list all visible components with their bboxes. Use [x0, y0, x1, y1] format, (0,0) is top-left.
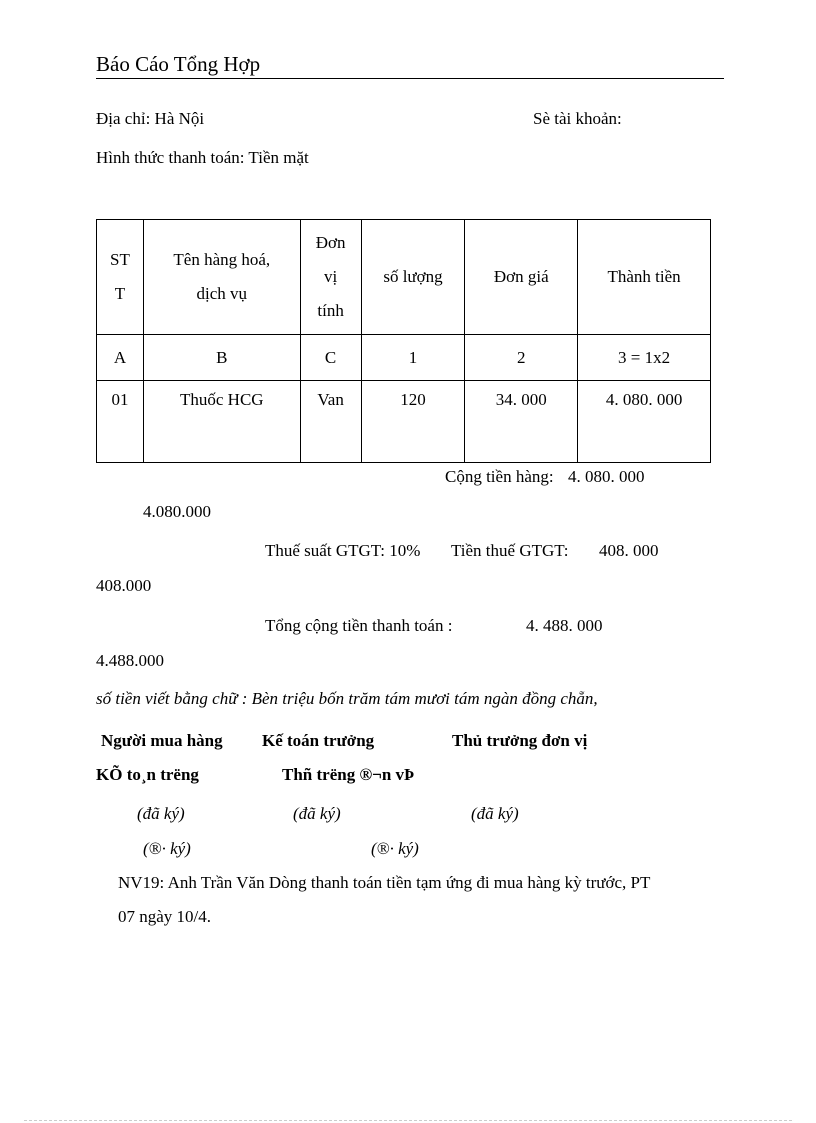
- vat-rate: Thuế suất GTGT: 10%: [265, 541, 421, 560]
- page-bottom-border: [24, 1120, 792, 1121]
- code-cell: 2: [465, 335, 578, 381]
- code-cell: A: [97, 335, 144, 381]
- amount-in-words: số tiền viết bằng chữ : Bèn triệu bốn trăm tám mươi tám ngàn đồng chẵn,: [96, 689, 598, 708]
- account-line: Sè tài khoản:: [533, 109, 622, 128]
- row-stt: 01: [97, 381, 144, 463]
- header-unit: Đơn vị tính: [300, 220, 361, 335]
- header-stt: ST T: [97, 220, 144, 335]
- header-quantity: số lượng: [361, 220, 465, 335]
- sig-garbled-accountant: KÕ to¸n trëng: [96, 765, 199, 784]
- row-unit: Van: [300, 381, 361, 463]
- payment-method: Hình thức thanh toán: Tiền mặt: [96, 148, 309, 167]
- table-header-row: [97, 220, 711, 335]
- header-rule: [96, 78, 724, 79]
- header-item-name: Tên hàng hoá, dịch vụ: [143, 220, 300, 335]
- goods-total-value: 4. 080. 000: [568, 467, 645, 486]
- row-quantity: 120: [361, 381, 465, 463]
- header-unit-price: Đơn giá: [465, 220, 578, 335]
- invoice-table: [96, 219, 711, 463]
- row-unit-price: 34. 000: [465, 381, 578, 463]
- page-title: Báo Cáo Tổng Hợp: [96, 52, 261, 76]
- signed-mark: (đã ký): [293, 804, 341, 823]
- sig-head: Thủ trưởng đơn vị: [452, 731, 588, 750]
- row-amount: 4. 080. 000: [578, 381, 711, 463]
- sig-garbled-head: Thñ trëng ®¬n vÞ: [282, 765, 415, 784]
- grand-total-label: Tổng cộng tiền thanh toán :: [265, 616, 453, 635]
- row-item-name: Thuốc HCG: [143, 381, 300, 463]
- table-code-row: [97, 335, 711, 381]
- sig-accountant: Kế toán trưởng: [262, 731, 375, 750]
- note-line-1: NV19: Anh Trần Văn Dòng thanh toán tiền tạm ứng đi mua hàng kỳ trước, PT: [118, 873, 651, 892]
- code-cell: 1: [361, 335, 465, 381]
- grand-total-plain: 4.488.000: [96, 651, 164, 670]
- note-line-2: 07 ngày 10/4.: [118, 907, 212, 926]
- signed-mark: (đã ký): [137, 804, 185, 823]
- header-amount: Thành tiền: [578, 220, 711, 335]
- goods-total-label: Cộng tiền hàng:: [445, 467, 554, 486]
- goods-total-plain: 4.080.000: [143, 502, 211, 521]
- grand-total-value: 4. 488. 000: [526, 616, 603, 635]
- sig-buyer: Người mua hàng: [101, 731, 223, 750]
- vat-value: 408. 000: [599, 541, 659, 560]
- table-row: [97, 381, 711, 463]
- signed-mark-garbled: (®· ký): [143, 839, 191, 858]
- vat-plain: 408.000: [96, 576, 152, 595]
- code-cell: C: [300, 335, 361, 381]
- signed-mark: (đã ký): [471, 804, 519, 823]
- address-line: Địa chỉ: Hà Nội: [96, 109, 205, 128]
- vat-label: Tiền thuế GTGT:: [451, 541, 569, 560]
- signed-mark-garbled: (®· ký): [371, 839, 419, 858]
- code-cell: 3 = 1x2: [578, 335, 711, 381]
- code-cell: B: [143, 335, 300, 381]
